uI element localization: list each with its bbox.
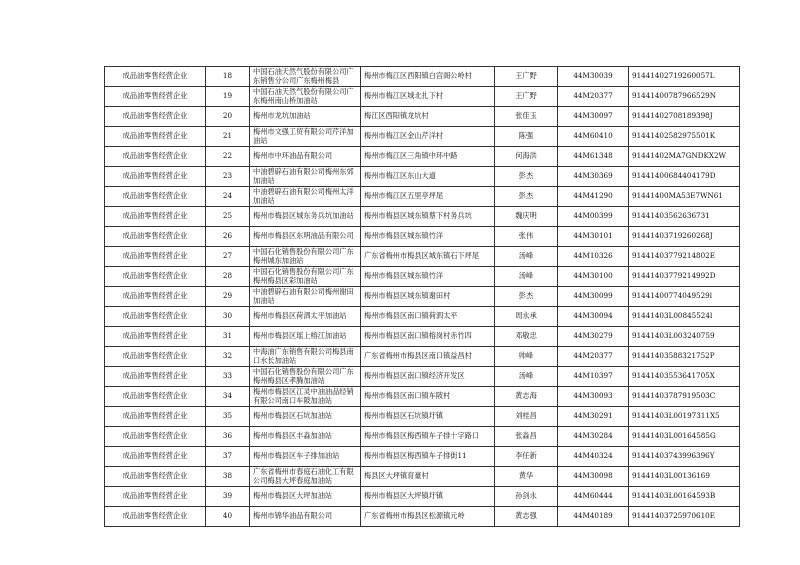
address-cell: 梅州市梅县区城东镇竹洋 bbox=[361, 267, 495, 287]
credit-code-cell: 91441403779214992D bbox=[629, 267, 740, 287]
company-name-cell: 梅州市梅县区荷泗太平加油站 bbox=[250, 307, 361, 327]
license-no-cell: 44M10397 bbox=[558, 367, 629, 387]
address-cell: 梅州市梅县区南口镇车陂村 bbox=[361, 387, 495, 407]
credit-code-cell: 91441403588321752P bbox=[629, 347, 740, 367]
table-row bbox=[105, 467, 740, 487]
row-number-cell: 39 bbox=[206, 487, 250, 507]
company-name-cell: 梅州市中环油品有限公司 bbox=[250, 147, 361, 167]
row-number-cell: 19 bbox=[206, 87, 250, 107]
legal-rep-cell: 汤峰 bbox=[495, 247, 558, 267]
company-name-cell: 中国石油天然气股份有限公司广东销售分公司广东梅州梅县 bbox=[250, 67, 361, 87]
address-cell: 梅州市梅县区南口镇榕岗村赤竹四 bbox=[361, 327, 495, 347]
address-cell: 梅州市梅县区梅西镇车子排街11 bbox=[361, 447, 495, 467]
legal-rep-cell: 邓敬忠 bbox=[495, 327, 558, 347]
address-cell: 梅州市梅县区城东镇竹洋 bbox=[361, 227, 495, 247]
category-cell: 成品油零售经营企业 bbox=[105, 447, 206, 467]
address-cell: 梅州市梅县区城东镇谢田村 bbox=[361, 287, 495, 307]
legal-rep-cell: 汤峰 bbox=[495, 267, 558, 287]
company-name-cell: 中海油广东销售有限公司梅县南口水长加油站 bbox=[250, 347, 361, 367]
credit-code-cell: 91441402582975501K bbox=[629, 127, 740, 147]
row-number-cell: 20 bbox=[206, 107, 250, 127]
table-row bbox=[105, 287, 740, 307]
legal-rep-cell: 张伟 bbox=[495, 227, 558, 247]
license-no-cell: 44M40324 bbox=[558, 447, 629, 467]
license-no-cell: 44M30098 bbox=[558, 467, 629, 487]
address-cell: 梅州市梅江区东山大道 bbox=[361, 167, 495, 187]
category-cell: 成品油零售经营企业 bbox=[105, 207, 206, 227]
company-name-cell: 中国石化销售股份有限公司广东梅州城东加油站 bbox=[250, 247, 361, 267]
business-registry-table bbox=[104, 66, 740, 527]
legal-rep-cell: 孙剑永 bbox=[495, 487, 558, 507]
table-row bbox=[105, 67, 740, 87]
credit-code-cell: 91441400774049529l bbox=[629, 287, 740, 307]
row-number-cell: 24 bbox=[206, 187, 250, 207]
company-name-cell: 梅州市文强工贸有限公司芹洋加油站 bbox=[250, 127, 361, 147]
address-cell: 梅县区大坪镇育豪村 bbox=[361, 467, 495, 487]
category-cell: 成品油零售经营企业 bbox=[105, 247, 206, 267]
row-number-cell: 29 bbox=[206, 287, 250, 307]
company-name-cell: 梅州市龙坑加油站 bbox=[250, 107, 361, 127]
license-no-cell: 44M60410 bbox=[558, 127, 629, 147]
table-row bbox=[105, 367, 740, 387]
category-cell: 成品油零售经营企业 bbox=[105, 327, 206, 347]
category-cell: 成品油零售经营企业 bbox=[105, 147, 206, 167]
address-cell: 梅州市梅县区城东镇蔡下村务兵坑 bbox=[361, 207, 495, 227]
address-cell: 梅州市梅县区南口镇荷泗太平 bbox=[361, 307, 495, 327]
legal-rep-cell: 张佳玉 bbox=[495, 107, 558, 127]
legal-rep-cell: 刘桂昌 bbox=[495, 407, 558, 427]
legal-rep-cell: 何海洪 bbox=[495, 147, 558, 167]
category-cell: 成品油零售经营企业 bbox=[105, 307, 206, 327]
company-name-cell: 梅州市梅县区城东务兵坑加油站 bbox=[250, 207, 361, 227]
company-name-cell: 广东省梅州市春庭石油化工有限公司梅县大坪春庭加油站 bbox=[250, 467, 361, 487]
row-number-cell: 27 bbox=[206, 247, 250, 267]
legal-rep-cell: 彭杰 bbox=[495, 287, 558, 307]
credit-code-cell: 91441402MA7GNDKX2W bbox=[629, 147, 740, 167]
row-number-cell: 32 bbox=[206, 347, 250, 367]
address-cell: 梅州市梅县区梅西镇车子排十字路口 bbox=[361, 427, 495, 447]
table-row bbox=[105, 127, 740, 147]
legal-rep-cell: 黄志强 bbox=[495, 507, 558, 527]
row-number-cell: 22 bbox=[206, 147, 250, 167]
table-row bbox=[105, 447, 740, 467]
row-number-cell: 18 bbox=[206, 67, 250, 87]
license-no-cell: 44M30094 bbox=[558, 307, 629, 327]
legal-rep-cell: 黄志海 bbox=[495, 387, 558, 407]
credit-code-cell: 91441400787966529N bbox=[629, 87, 740, 107]
company-name-cell: 中油碧辟石油有限公司梅州太洋加油站 bbox=[250, 187, 361, 207]
license-no-cell: 44M40189 bbox=[558, 507, 629, 527]
credit-code-cell: 91441403743996396Y bbox=[629, 447, 740, 467]
credit-code-cell: 91441403L00164593B bbox=[629, 487, 740, 507]
credit-code-cell: 91441403553641705X bbox=[629, 367, 740, 387]
license-no-cell: 44M30093 bbox=[558, 387, 629, 407]
company-name-cell: 梅州市梅县区东明油品有限公司 bbox=[250, 227, 361, 247]
table-row bbox=[105, 307, 740, 327]
table-row bbox=[105, 407, 740, 427]
legal-rep-cell: 彭杰 bbox=[495, 167, 558, 187]
address-cell: 梅州市梅县区南口镇经济开发区 bbox=[361, 367, 495, 387]
address-cell: 广东省梅州市梅县区松源镇元岭 bbox=[361, 507, 495, 527]
credit-code-cell: 91441403L00197311X5 bbox=[629, 407, 740, 427]
company-name-cell: 中油碧辟石油有限公司梅州东郊加油站 bbox=[250, 167, 361, 187]
license-no-cell: 44M30039 bbox=[558, 67, 629, 87]
category-cell: 成品油零售经营企业 bbox=[105, 467, 206, 487]
table-row bbox=[105, 247, 740, 267]
category-cell: 成品油零售经营企业 bbox=[105, 127, 206, 147]
category-cell: 成品油零售经营企业 bbox=[105, 487, 206, 507]
legal-rep-cell: 张淼昌 bbox=[495, 427, 558, 447]
category-cell: 成品油零售经营企业 bbox=[105, 87, 206, 107]
credit-code-cell: 91441402719260057L bbox=[629, 67, 740, 87]
company-name-cell: 梅州市梅县区丰淼加油站 bbox=[250, 427, 361, 447]
license-no-cell: 44M10326 bbox=[558, 247, 629, 267]
company-name-cell: 梅州市梅县区瑶上榕江加油站 bbox=[250, 327, 361, 347]
credit-code-cell: 91441403725970610E bbox=[629, 507, 740, 527]
category-cell: 成品油零售经营企业 bbox=[105, 107, 206, 127]
license-no-cell: 44M20377 bbox=[558, 347, 629, 367]
company-name-cell: 梅州市锦华油品有限公司 bbox=[250, 507, 361, 527]
table-row bbox=[105, 167, 740, 187]
address-cell: 梅州市梅县区石坑镇圩镇 bbox=[361, 407, 495, 427]
row-number-cell: 35 bbox=[206, 407, 250, 427]
table-row bbox=[105, 147, 740, 167]
table-row bbox=[105, 427, 740, 447]
legal-rep-cell: 帅峰 bbox=[495, 347, 558, 367]
license-no-cell: 44M30099 bbox=[558, 287, 629, 307]
row-number-cell: 30 bbox=[206, 307, 250, 327]
address-cell: 梅江区西阳镇龙坑村 bbox=[361, 107, 495, 127]
row-number-cell: 33 bbox=[206, 367, 250, 387]
table-row bbox=[105, 507, 740, 527]
row-number-cell: 37 bbox=[206, 447, 250, 467]
category-cell: 成品油零售经营企业 bbox=[105, 267, 206, 287]
license-no-cell: 44M30369 bbox=[558, 167, 629, 187]
legal-rep-cell: 魏庆明 bbox=[495, 207, 558, 227]
row-number-cell: 40 bbox=[206, 507, 250, 527]
credit-code-cell: 91441403L00845524l bbox=[629, 307, 740, 327]
company-name-cell: 梅州市梅县区江灵中油油品经销有限公司南口车陂加油站 bbox=[250, 387, 361, 407]
address-cell: 梅州市梅江区西阳镇白宫阁公岭村 bbox=[361, 67, 495, 87]
license-no-cell: 44M30291 bbox=[558, 407, 629, 427]
license-no-cell: 44M30097 bbox=[558, 107, 629, 127]
row-number-cell: 23 bbox=[206, 167, 250, 187]
table-row bbox=[105, 207, 740, 227]
row-number-cell: 28 bbox=[206, 267, 250, 287]
table-row bbox=[105, 327, 740, 347]
table-row bbox=[105, 387, 740, 407]
company-name-cell: 中油碧辟石油有限公司梅州谢田加油站 bbox=[250, 287, 361, 307]
license-no-cell: 44M00399 bbox=[558, 207, 629, 227]
legal-rep-cell: 汤峰 bbox=[495, 367, 558, 387]
credit-code-cell: 91441403719260268J bbox=[629, 227, 740, 247]
license-no-cell: 44M61348 bbox=[558, 147, 629, 167]
row-number-cell: 21 bbox=[206, 127, 250, 147]
address-cell: 广东省梅州市梅县区南口镇益昌村 bbox=[361, 347, 495, 367]
row-number-cell: 38 bbox=[206, 467, 250, 487]
row-number-cell: 34 bbox=[206, 387, 250, 407]
company-name-cell: 梅州市梅县区石坑加油站 bbox=[250, 407, 361, 427]
address-cell: 梅州市梅县区大坪镇圩镇 bbox=[361, 487, 495, 507]
row-number-cell: 26 bbox=[206, 227, 250, 247]
category-cell: 成品油零售经营企业 bbox=[105, 227, 206, 247]
category-cell: 成品油零售经营企业 bbox=[105, 367, 206, 387]
license-no-cell: 44M30101 bbox=[558, 227, 629, 247]
license-no-cell: 44M30284 bbox=[558, 427, 629, 447]
credit-code-cell: 91441403787919503C bbox=[629, 387, 740, 407]
table-row bbox=[105, 267, 740, 287]
table-row bbox=[105, 227, 740, 247]
credit-code-cell: 91441403562636731 bbox=[629, 207, 740, 227]
row-number-cell: 31 bbox=[206, 327, 250, 347]
company-name-cell: 梅州市梅县区车子排加油站 bbox=[250, 447, 361, 467]
category-cell: 成品油零售经营企业 bbox=[105, 427, 206, 447]
legal-rep-cell: 李任新 bbox=[495, 447, 558, 467]
credit-code-cell: 91441403L00164585G bbox=[629, 427, 740, 447]
company-name-cell: 中国石油天然气股份有限公司广东梅州南山桥加油站 bbox=[250, 87, 361, 107]
category-cell: 成品油零售经营企业 bbox=[105, 407, 206, 427]
category-cell: 成品油零售经营企业 bbox=[105, 387, 206, 407]
category-cell: 成品油零售经营企业 bbox=[105, 67, 206, 87]
company-name-cell: 梅州市梅县区大坪加油站 bbox=[250, 487, 361, 507]
license-no-cell: 44M30100 bbox=[558, 267, 629, 287]
credit-code-cell: 91441403L003240759 bbox=[629, 327, 740, 347]
table-body bbox=[105, 67, 740, 527]
row-number-cell: 36 bbox=[206, 427, 250, 447]
credit-code-cell: 91441403L00136169 bbox=[629, 467, 740, 487]
legal-rep-cell: 周永承 bbox=[495, 307, 558, 327]
legal-rep-cell: 王广野 bbox=[495, 87, 558, 107]
legal-rep-cell: 王广野 bbox=[495, 67, 558, 87]
category-cell: 成品油零售经营企业 bbox=[105, 347, 206, 367]
table-row bbox=[105, 107, 740, 127]
credit-code-cell: 91441403779214802E bbox=[629, 247, 740, 267]
license-no-cell: 44M20377 bbox=[558, 87, 629, 107]
license-no-cell: 44M30279 bbox=[558, 327, 629, 347]
company-name-cell: 中国石化销售股份有限公司广东梅州梅县区彩加油站 bbox=[250, 267, 361, 287]
legal-rep-cell: 陈强 bbox=[495, 127, 558, 147]
table-row bbox=[105, 347, 740, 367]
credit-code-cell: 91441400MA53E7WN61 bbox=[629, 187, 740, 207]
address-cell: 梅州市梅江区五里亭坪尾 bbox=[361, 187, 495, 207]
row-number-cell: 25 bbox=[206, 207, 250, 227]
table-row bbox=[105, 487, 740, 507]
category-cell: 成品油零售经营企业 bbox=[105, 167, 206, 187]
address-cell: 梅州市梅江区三角镇中环中路 bbox=[361, 147, 495, 167]
address-cell: 梅州市梅江区城北扎下村 bbox=[361, 87, 495, 107]
credit-code-cell: 91441400684404179D bbox=[629, 167, 740, 187]
table-row bbox=[105, 187, 740, 207]
license-no-cell: 44M60444 bbox=[558, 487, 629, 507]
legal-rep-cell: 彭杰 bbox=[495, 187, 558, 207]
table-row bbox=[105, 87, 740, 107]
category-cell: 成品油零售经营企业 bbox=[105, 187, 206, 207]
category-cell: 成品油零售经营企业 bbox=[105, 507, 206, 527]
license-no-cell: 44M41290 bbox=[558, 187, 629, 207]
legal-rep-cell: 黄华 bbox=[495, 467, 558, 487]
credit-code-cell: 91441402708189398J bbox=[629, 107, 740, 127]
category-cell: 成品油零售经营企业 bbox=[105, 287, 206, 307]
address-cell: 广东省梅州市梅县区城东镇石下坪尾 bbox=[361, 247, 495, 267]
address-cell: 梅州市梅江区金山芹洋村 bbox=[361, 127, 495, 147]
company-name-cell: 中国石化销售股份有限公司广东梅州梅县区孝腾加油站 bbox=[250, 367, 361, 387]
